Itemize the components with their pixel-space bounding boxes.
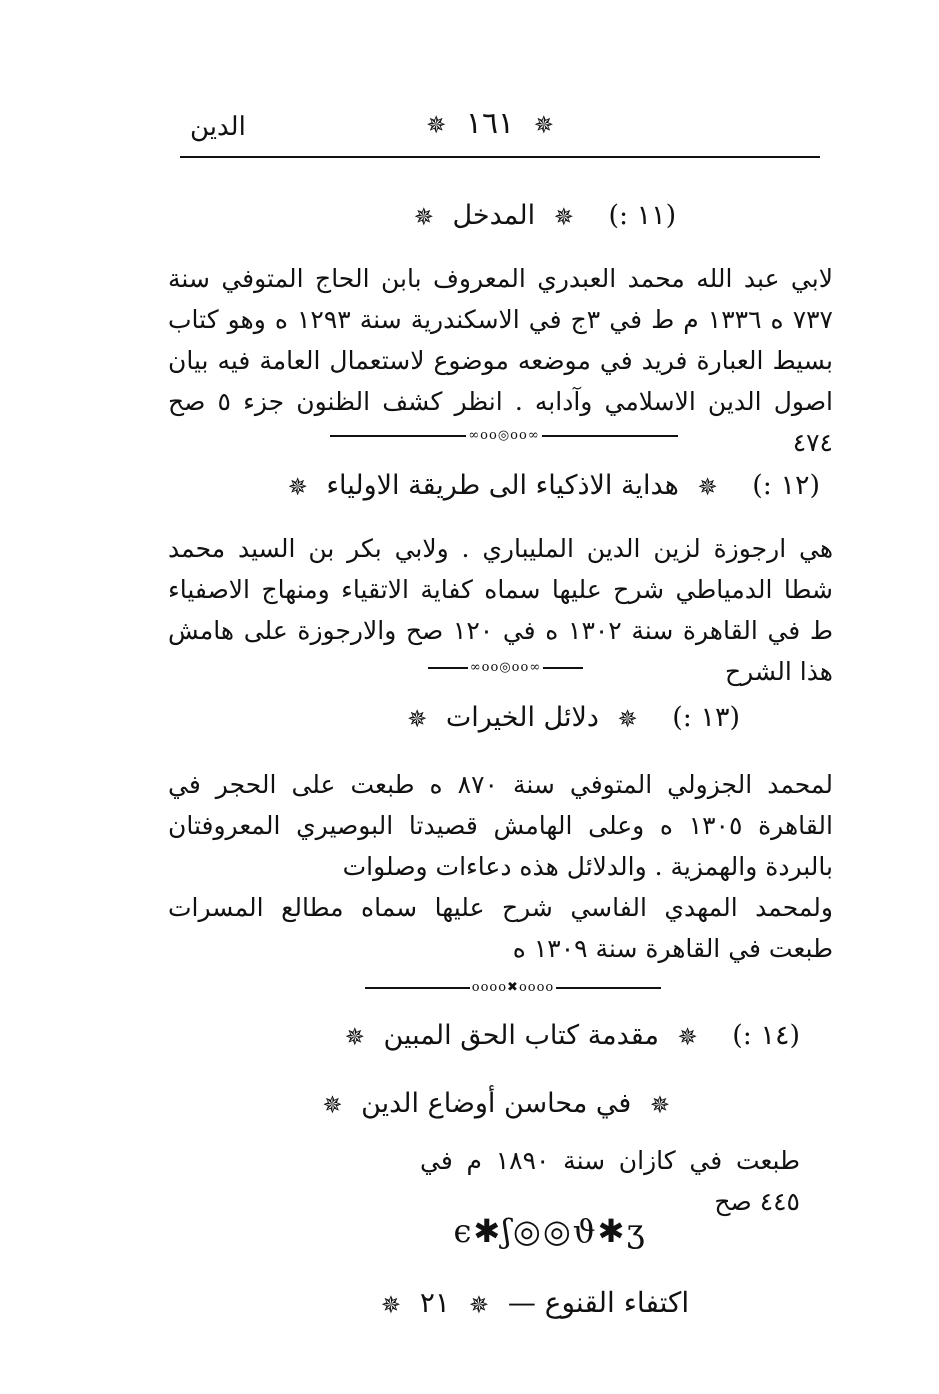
entry-heading-13 [400,702,740,733]
header-rule [180,156,820,158]
entry-heading-14 [344,1020,800,1051]
entry-number: (١٢ :) [752,470,820,501]
entry-paragraph: هي ارجوزة لزين الدين المليباري . ولابي بكر بن السيد محمد شطا الدمياطي شرح عليها سماه كفاية الاتقياء ومنهاج الاصفياء ط في القاهرة سنة ١٣٠٢ ه في ١٢٠ صح والارجوزة على هامش هذا الشرح [168,534,833,686]
star-ornament-icon: ✵ [426,111,447,139]
section-footer [370,1286,690,1319]
entry-number: (١١ :) [608,200,677,231]
page-number [380,106,600,141]
closing-ornament: ϵ✱ʃ◎◎ϑ✱ʒ [453,1212,647,1250]
star-ornament-icon: ✵ [617,704,638,733]
entry-title: المدخل [452,200,536,231]
entry-paragraph: لابي عبد الله محمد العبدري المعروف بابن الحاج المتوفي سنة ٧٣٧ ه ١٣٣٦ م ط في ٣ج في الاسكندرية سنة ١٢٩٣ ه وهو كتاب بسيط العبارة فريد في موضعه موضوع لاستعمال العامة فيه بيان اصول الدين الاسلامي وآدابه . انظر كشف الظنون جزء ٥ صح ٤٧٤ [168,264,833,457]
star-ornament-icon: ✵ [380,1290,401,1319]
entry-paragraph: ولمحمد المهدي الفاسي شرح عليها سماه مطالع المسرات طبعت في القاهرة سنة ١٣٠٩ ه [168,893,833,963]
star-ornament-icon: ✵ [649,1090,670,1119]
separator-short: ∞oo◎oo∞ [330,428,678,443]
star-ornament-icon: ✵ [413,202,434,231]
entry-subtitle: ✵ في محاسن أوضاع الدين ✵ [322,1088,670,1119]
star-ornament-icon: ✵ [553,202,574,231]
star-ornament-icon: ✵ [344,1022,365,1051]
star-ornament-icon: ✵ [697,472,718,501]
running-title: الدين [190,112,246,142]
entry-title: هداية الاذكياء الى طريقة الاولياء [326,470,679,501]
star-ornament-icon: ✵ [407,704,428,733]
separator-long: oooo✖oooo [365,980,661,995]
entry-title: دلائل الخيرات [445,702,599,733]
separator-short: ∞oo◎oo∞ [428,660,583,675]
entry-heading-12 [287,470,820,501]
entry-title: مقدمة كتاب الحق المبين [383,1020,659,1051]
entry-heading-11 [380,200,700,231]
star-ornament-icon: ✵ [287,472,308,501]
star-ornament-icon: ✵ [677,1022,698,1051]
star-ornament-icon: ✵ [322,1090,343,1119]
footer-text: اكتفاء القنوع — [507,1286,690,1319]
entry-paragraph: لمحمد الجزولي المتوفي سنة ٨٧٠ ه طبعت على الحجر في القاهرة ١٣٠٥ ه وعلى الهامش قصيدتا البوصيري المعروفتان بالبردة والهمزية . والدلائل هذه دعاءات وصلوات [168,770,833,881]
star-ornament-icon: ✵ [468,1290,489,1319]
footer-number: ٢١ [419,1286,450,1319]
entry-paragraph: طبعت في كازان سنة ١٨٩٠ م في ٤٤٥ صح [420,1146,800,1216]
page-number-text: ١٦١ [465,106,515,141]
entry-number: (١٤ :) [732,1020,800,1051]
star-ornament-icon: ✵ [533,111,554,139]
entry-number: (١٣ :) [672,702,740,733]
